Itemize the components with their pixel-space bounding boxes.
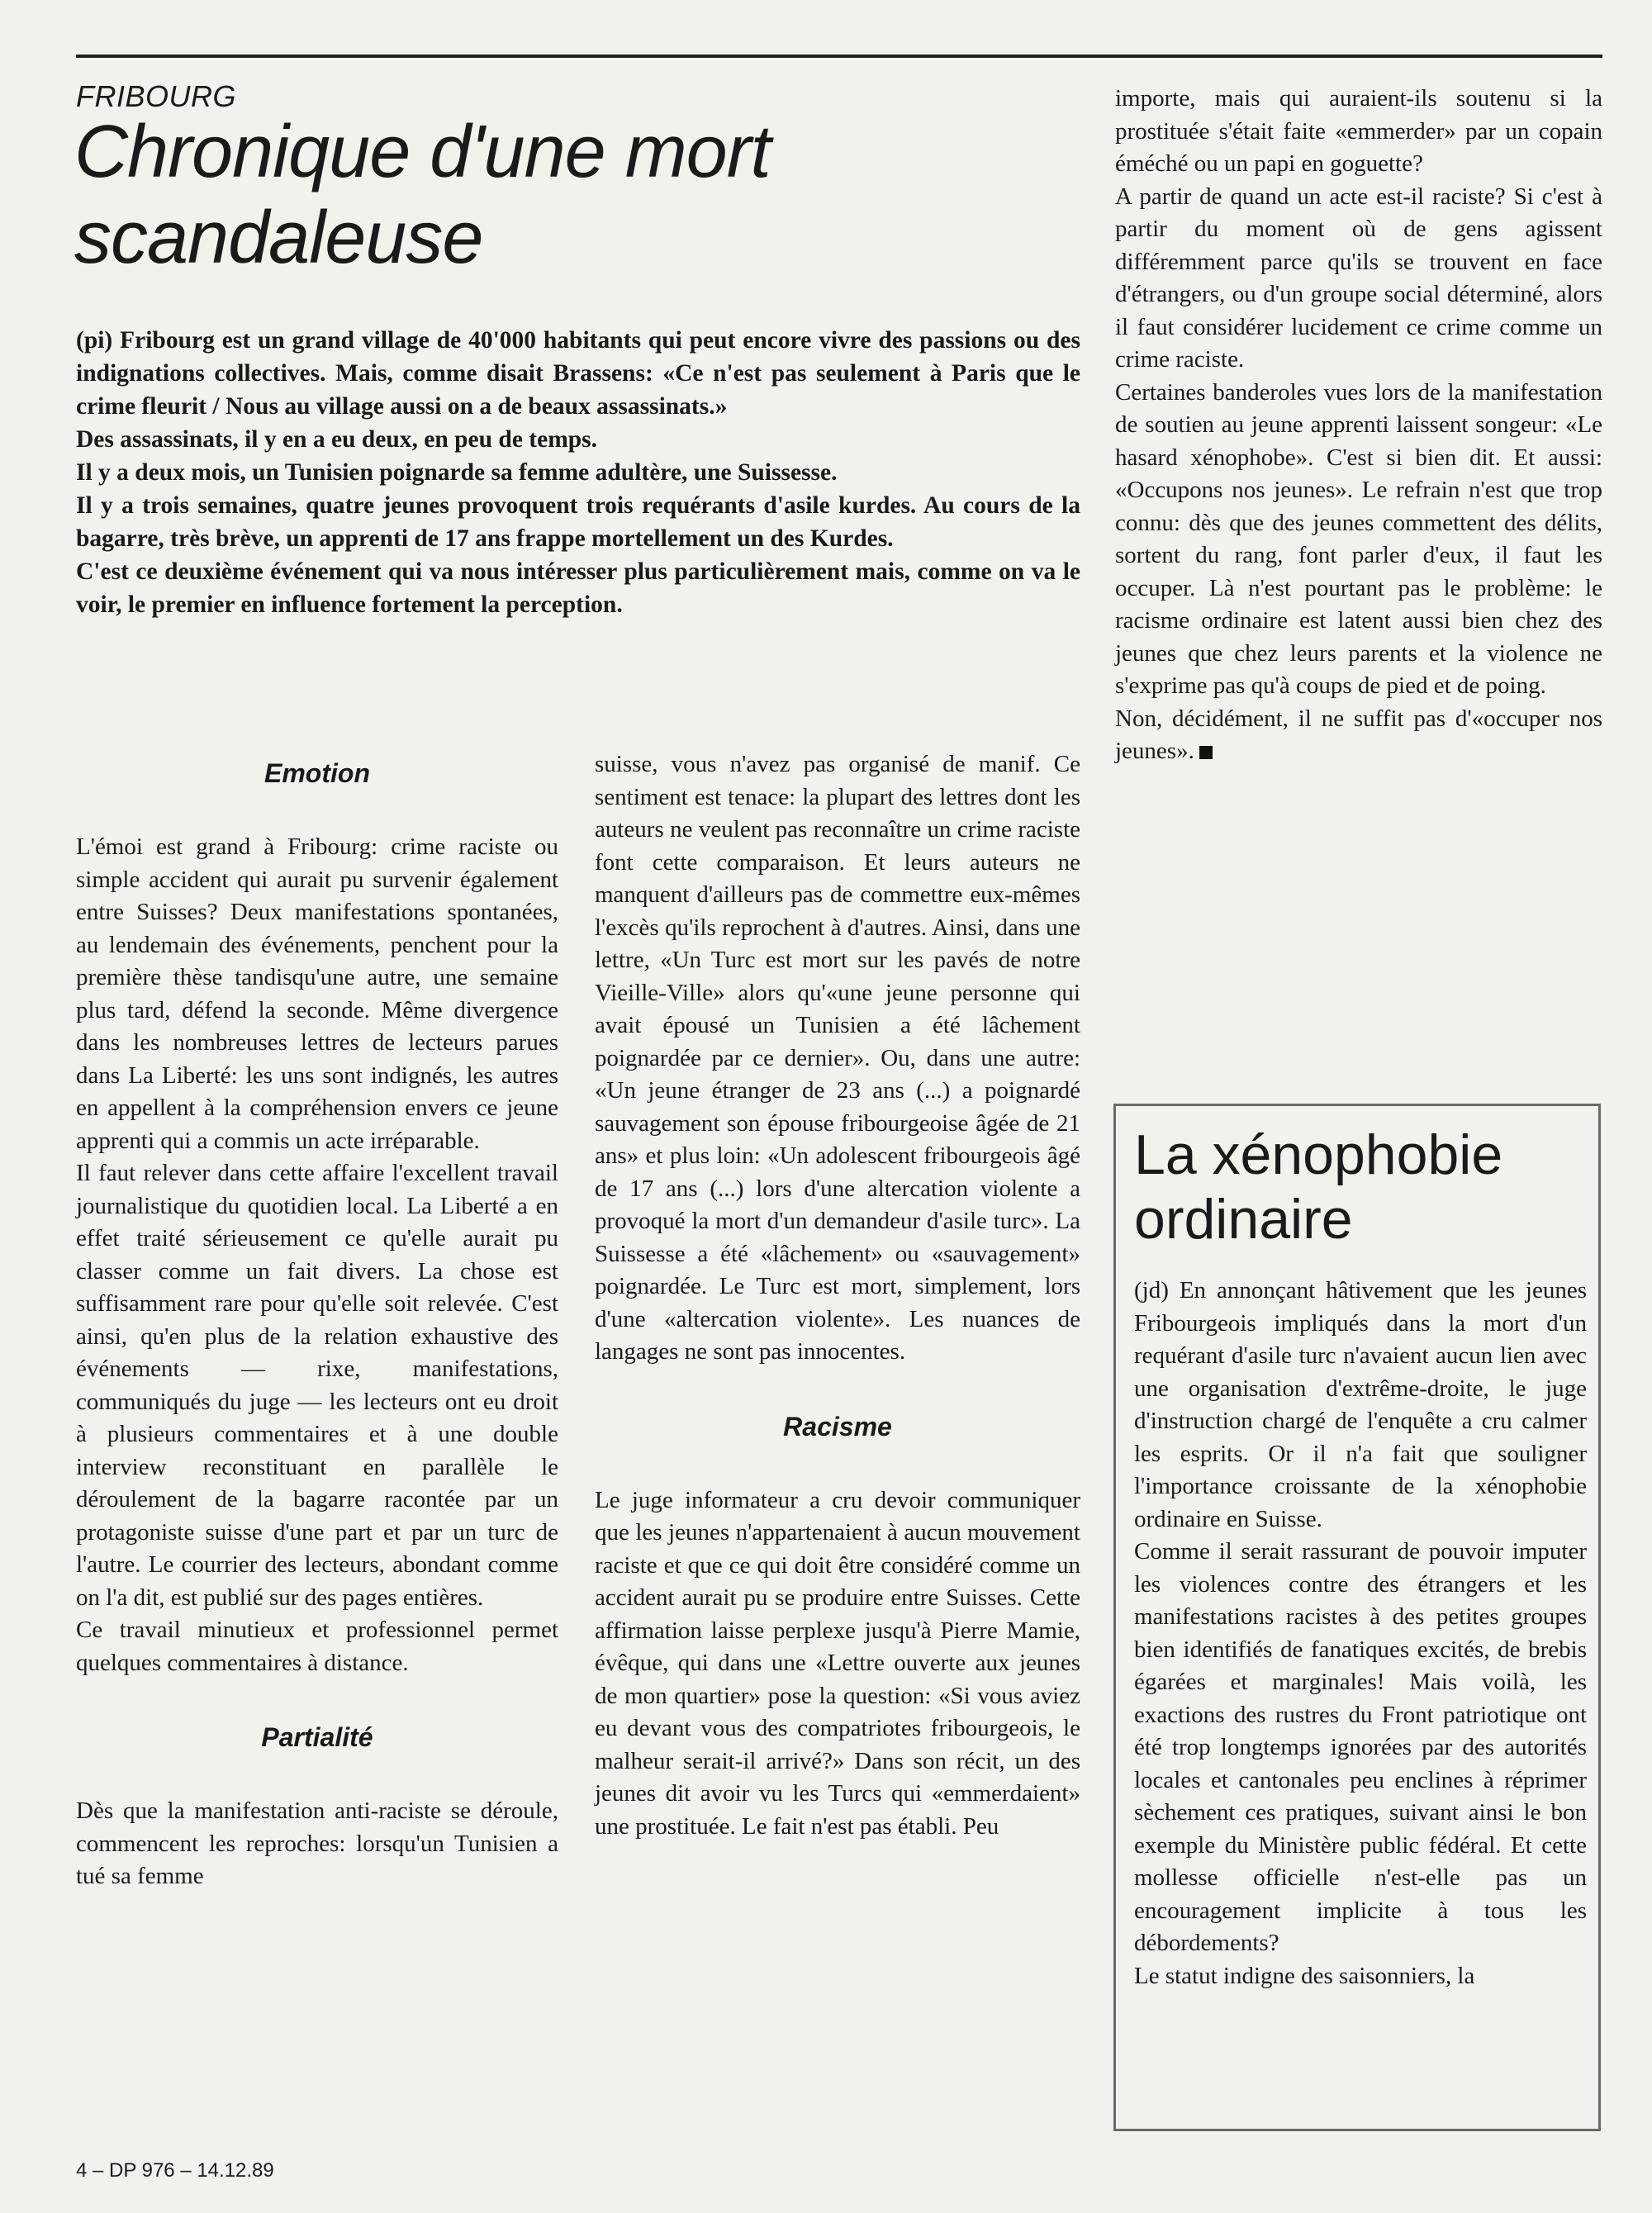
- article-headline: Chronique d'une mort scandaleuse: [74, 111, 771, 279]
- end-of-article-mark: [1199, 746, 1213, 759]
- body-paragraph: Dès que la manifestation anti-raciste se déroule, commencent les reproches: lorsqu'un Tunisien a tué sa femme: [76, 1797, 558, 1889]
- lead-paragraph: Des assassinats, il y en a eu deux, en peu de temps.: [76, 426, 598, 453]
- subhead-racisme: Racisme: [783, 1411, 892, 1441]
- sidebar-paragraph: Le statut indigne des saisonniers, la: [1134, 1962, 1475, 1989]
- sidebar-paragraph: (jd) En annonçant hâtivement que les jeunes Fribourgeois impliqués dans la mort d'un requérant d'asile turc n'avaient aucun lien avec une organisation d'extrême-droite, le juge d'instruction chargé de l'enquête a cru calmer les esprits. Or il n'a fait que souligner l'importance croissante de la xénophobie ordinaire en Suisse.: [1134, 1277, 1587, 1532]
- closing-sentence: Non, décidément, il ne suffit pas d'«occuper nos jeunes».: [1115, 705, 1602, 764]
- section-kicker: FRIBOURG: [76, 79, 237, 113]
- column-3: [1115, 83, 1602, 768]
- column-1: [76, 748, 558, 1893]
- body-paragraph: suisse, vous n'avez pas organisé de manif. Ce sentiment est tenace: la plupart des lettres dont les auteurs ne veulent pas reconnaître un crime raciste font cette comparaison. Et leurs auteurs ne manquent d'ailleurs pas de commettre eux-mêmes l'excès qu'ils reprochent à d'autres. Ainsi, dans une lettre, «Un Turc est mort sur les pavés de notre Vieille-Ville» alors qu'«une jeune personne qui avait épousé un Tunisien a été lâchement poignardée par ce dernier». Ou, dans une autre: «Un jeune étranger de 23 ans (...) a poignardé sauvagement son épouse fribourgeoise âgée de 21 ans» et plus loin: «Un adolescent fribourgeois âgé de 17 ans (...) lors d'une altercation violente a provoqué la mort d'un demandeur d'asile turc». La Suissesse a été «lâchement» ou «sauvagement» poignardée. Le Turc est mort, simplement, lors d'une «altercation violente». Les nuances de langages ne sont pas innocentes.: [595, 751, 1080, 1365]
- lead-paragraph: Il y a trois semaines, quatre jeunes provoquent trois requérants d'asile kurdes. Au cours de la bagarre, très brève, un apprenti de 17 ans frappe mortellement un des Kurdes.: [76, 492, 1080, 552]
- body-paragraph: Le juge informateur a cru devoir communiquer que les jeunes n'appartenaient à aucun mouvement raciste et que ce qui doit être considéré comme un accident aurait pu se produire entre Suisses. Cette affirmation laisse perplexe jusqu'à Pierre Mamie, évêque, qui dans une «Lettre ouverte aux jeunes de mon quartier» pose la question: «Si vous aviez eu devant vous des compatriotes fribourgeois, le malheur serait-il arrivé?» Dans son récit, un des jeunes dit avoir vu les Turcs qui «emmerdaient» une prostituée. Le fait n'est pas établi. Peu: [595, 1486, 1080, 1840]
- body-paragraph: L'émoi est grand à Fribourg: crime raciste ou simple accident qui aurait pu survenir également entre Suisses? Deux manifestations spontanées, au lendemain des événements, penchent pour la première thèse tandisqu'une autre, une semaine plus tard, défend la seconde. Même divergence dans les nombreuses lettres de lecteurs parues dans La Liberté: les uns sont indignés, les autres en appellent à la compréhension envers ce jeune apprenti qui a commis un acte irréparable.: [76, 833, 558, 1154]
- column-2: [595, 748, 1080, 1843]
- lead-paragraph: C'est ce deuxième événement qui va nous intéresser plus particulièrement mais, comme on va le voir, le premier en influence fortement la perception.: [76, 558, 1080, 618]
- body-paragraph: [1115, 703, 1602, 768]
- body-paragraph: Ce travail minutieux et professionnel permet quelques commentaires à distance.: [76, 1617, 558, 1676]
- sidebar-box: [1113, 1104, 1601, 2131]
- body-paragraph: A partir de quand un acte est-il raciste? Si c'est à partir du moment où de gens agissent différemment parce qu'ils se trouvent en face d'étrangers, ou d'un groupe social déterminé, alors il faut considérer lucidement ce crime comme un crime raciste.: [1115, 183, 1602, 373]
- sidebar-title: La xénophobie ordinaire: [1134, 1123, 1503, 1251]
- body-paragraph: Il faut relever dans cette affaire l'excellent travail journalistique du quotidien local. La Liberté a en effet traité sérieusement ce qu'elle aurait pu classer comme un fait divers. La chose est suffisamment rare pour qu'elle soit relevée. C'est ainsi, qu'en plus de la relation exhaustive des événements — rixe, manifestations, communiqués du juge — les lecteurs ont eu droit à plusieurs commentaires et à une double interview reconstituant en parallèle le déroulement de la bagarre racontée par un protagoniste suisse d'une part et par un turc de l'autre. Le courrier des lecteurs, abondant comme on l'a dit, est publié sur des pages entières.: [76, 1160, 558, 1611]
- sidebar-body: [1116, 1251, 1598, 1992]
- article-lead: [76, 324, 1080, 621]
- top-rule: [76, 55, 1602, 58]
- body-paragraph: Certaines banderoles vues lors de la manifestation de soutien au jeune apprenti laissent songeur: «Le hasard xénophobe». C'est si bien dit. Et aussi: «Occupons nos jeunes». Le refrain n'est que trop connu: dès que des jeunes commettent des délits, sortent du rang, font parler d'eux, il faut les occuper. Là n'est pourtant pas le problème: le racisme ordinaire est latent aussi bien chez des jeunes que chez leurs parents et la violence ne s'exprime pas qu'à coups de pied et de poing.: [1115, 378, 1602, 699]
- lead-paragraph: Il y a deux mois, un Tunisien poignarde sa femme adultère, une Suissesse.: [76, 459, 838, 486]
- page-footer: 4 – DP 976 – 14.12.89: [76, 2159, 274, 2182]
- body-paragraph: importe, mais qui auraient-ils soutenu si la prostituée s'était faite «emmerder» par un copain éméché ou un papi en goguette?: [1115, 85, 1602, 177]
- subhead-partialite: Partialité: [261, 1722, 373, 1752]
- subhead-emotion: Emotion: [264, 758, 370, 788]
- lead-paragraph: (pi) Fribourg est un grand village de 40'000 habitants qui peut encore vivre des passions ou des indignations collectives. Mais, comme disait Brassens: «Ce n'est pas seulement à Paris que le crime fleurit / Nous au village aussi on a de beaux assassinats.»: [76, 327, 1080, 420]
- sidebar-paragraph: Comme il serait rassurant de pouvoir imputer les violences contre des étrangers et les manifestations racistes à des petites groupes bien identifiés de fanatiques excités, de brebis égarées et marginales! Mais voilà, les exactions des rustres du Front patriotique ont été trop longtemps ignorées par des autorités locales et cantonales peu enclines à réprimer sèchement ces pratiques, suivant ainsi le bon exemple du Ministère public fédéral. Et cette mollesse officielle n'est-elle pas un encouragement implicite à tous les débordements?: [1134, 1538, 1587, 1956]
